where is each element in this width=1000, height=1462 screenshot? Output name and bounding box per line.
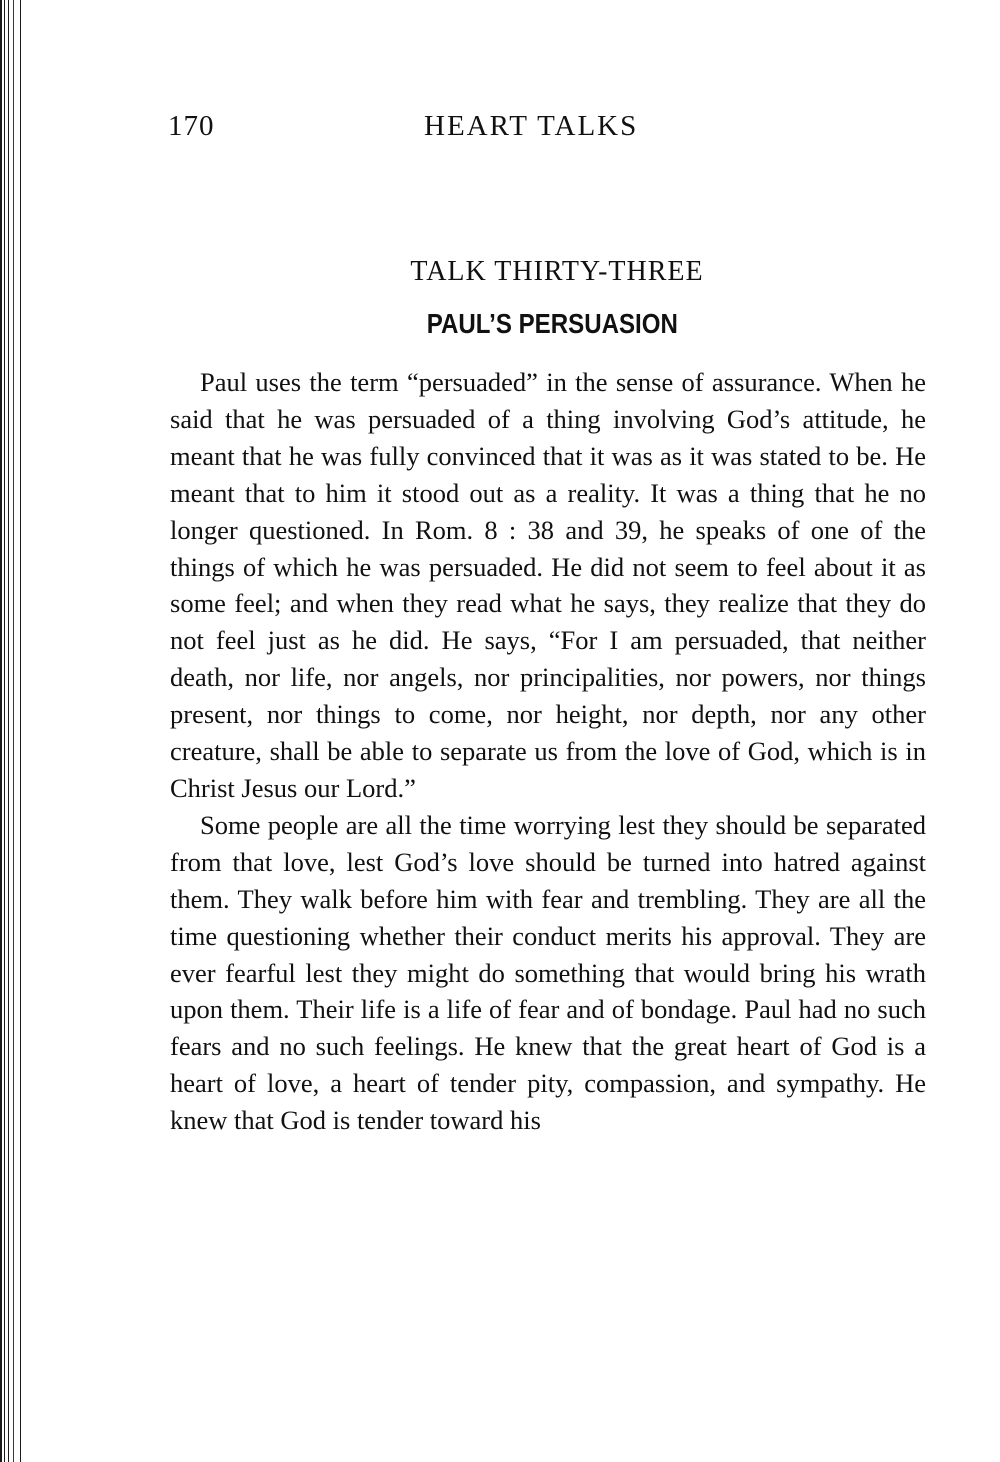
scanned-binding-edge bbox=[0, 0, 34, 1462]
paragraph-2: Some people are all the time worrying lest they should be separated from that love, lest God’s love should be turned into hatred against them. They walk before him with fear and trembling. They are all the time questioning whether their conduct merits his approval. They are ever fearful lest they might do something that would bring his wrath upon them. Their life is a life of fear and of bondage. Paul had no such fears and no such feelings. He knew that the great heart of God is a heart of love, a heart of tender pity, compassion, and sympathy. He knew that God is tender toward his bbox=[170, 809, 926, 1136]
running-head bbox=[168, 110, 928, 150]
chapter-title: PAUL’S PERSUASION bbox=[426, 308, 678, 339]
page-number: 170 bbox=[168, 110, 215, 142]
book-title: HEART TALKS bbox=[424, 110, 639, 142]
body-text bbox=[170, 364, 926, 1139]
paragraph-1: Paul uses the term “persuaded” in the sense of assurance. When he said that he was persuaded of a thing involving God’s attitude, he meant that he was fully convinced that it was as it was stated to be. He meant that to him it stood out as a reality. It was a thing that he no longer questioned. In Rom. 8 : 38 and 39, he speaks of one of the things of which he was persuaded. He did not seem to feel about it as some feel; and when they read what he says, they realize that they do not feel just as he did. He says, “For I am persuaded, that neither death, nor life, nor angels, nor principalities, nor powers, nor things present, nor things to come, nor height, nor depth, nor any other creature, shall be able to separate us from the love of God, which is in Christ Jesus our Lord.” bbox=[170, 367, 926, 803]
talk-number-heading: TALK THIRTY-THREE bbox=[410, 256, 704, 287]
